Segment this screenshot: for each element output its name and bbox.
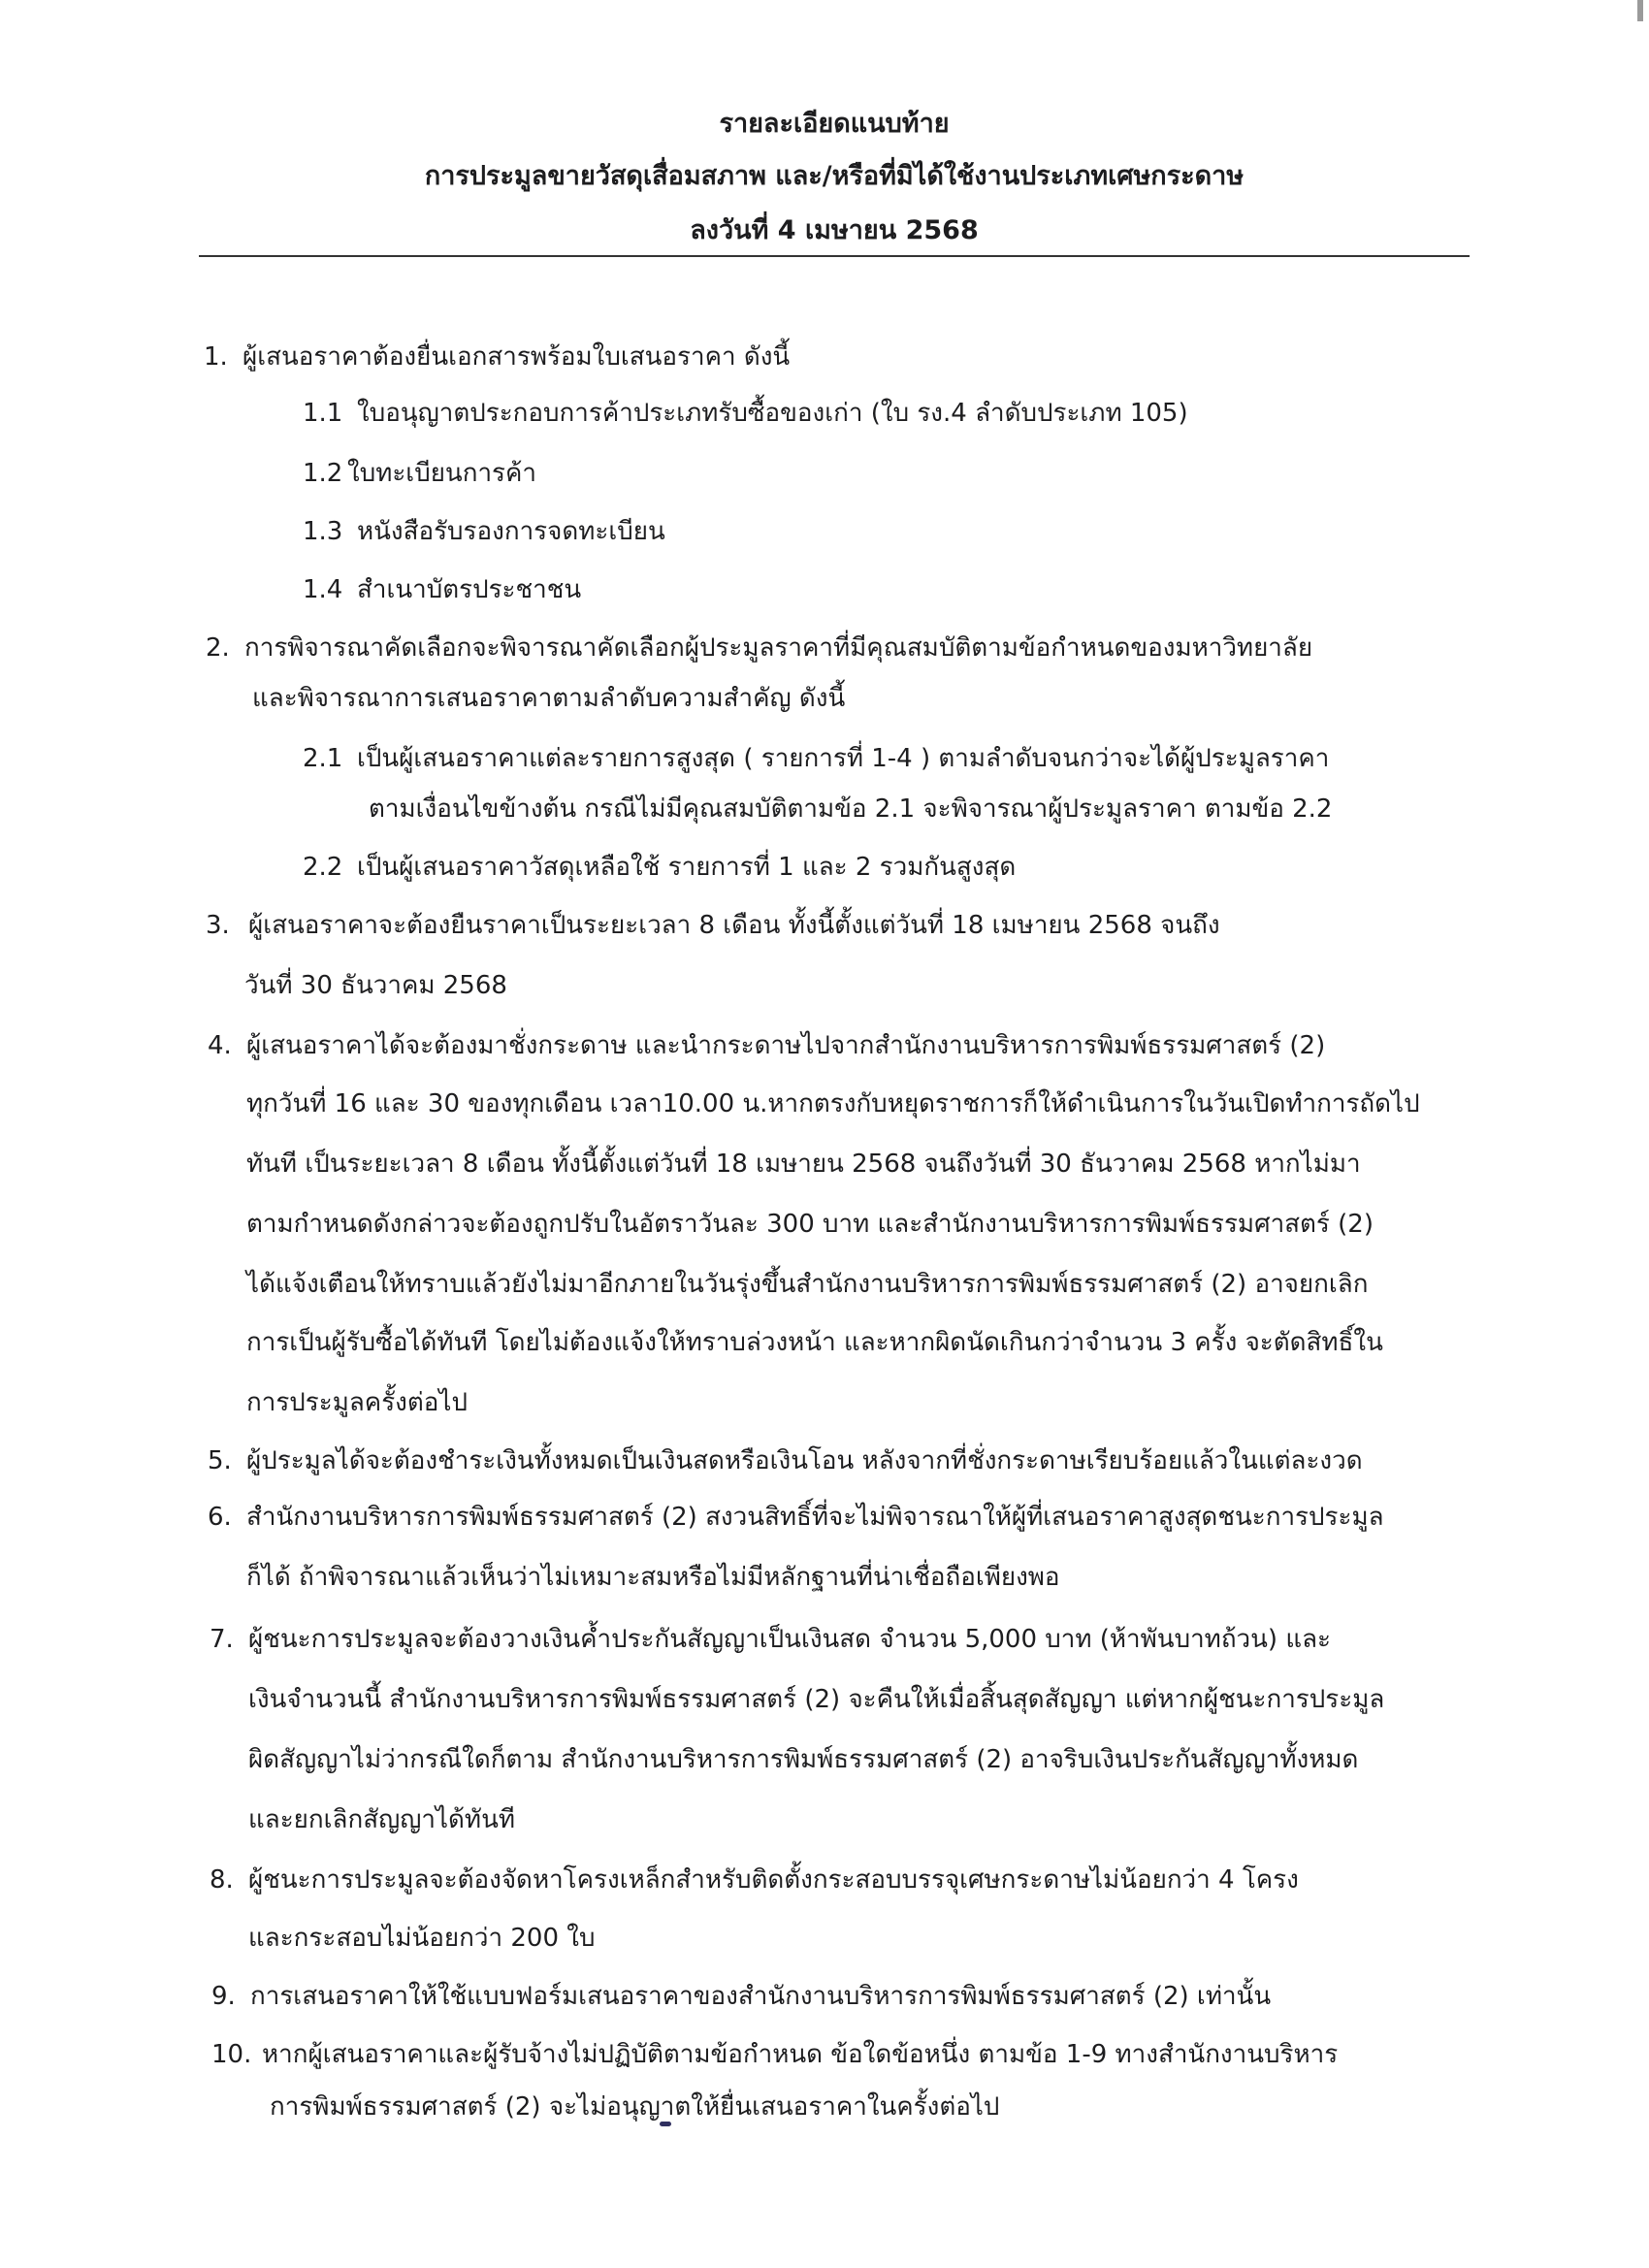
item-3-line-2: วันที่ 30 ธันวาคม 2568 bbox=[244, 971, 507, 1000]
scan-speck bbox=[660, 2122, 671, 2126]
title-line-3: ลงวันที่ 4 เมษายน 2568 bbox=[690, 215, 979, 245]
item-10 bbox=[211, 2037, 1338, 2072]
item-9 bbox=[211, 1979, 1271, 2014]
item-1-4 bbox=[303, 572, 581, 607]
item-1-1-line-1: ใบอนุญาตประกอบการค้าประเภทรับซื้อของเก่า (ใบ รง.4 ลำดับประเภท 105) bbox=[357, 399, 1188, 428]
item-3-number: 3. bbox=[206, 911, 230, 940]
item-8-line-2: และกระสอบไม่น้อยกว่า 200 ใบ bbox=[248, 1924, 596, 1953]
item-6-line-1: สำนักงานบริหารการพิมพ์ธรรมศาสตร์ (2) สงวนสิทธิ์ที่จะไม่พิจารณาให้ผู้ที่เสนอราคาสูงสุดชนะการประมูล bbox=[246, 1503, 1384, 1532]
item-4-line-4: ตามกำหนดดังกล่าวจะต้องถูกปรับในอัตราวันละ 300 บาท และสำนักงานบริหารการพิมพ์ธรรมศาสตร์ (2) bbox=[246, 1210, 1374, 1239]
title-line-1: รายละเอียดแนบท้าย bbox=[719, 109, 950, 139]
item-5-line-1: ผู้ประมูลได้จะต้องชำระเงินทั้งหมดเป็นเงินสดหรือเงินโอน หลังจากที่ชั่งกระดาษเรียบร้อยแล้วในแต่ละงวด bbox=[246, 1446, 1363, 1475]
item-1-3-number: 1.3 bbox=[303, 517, 343, 546]
item-10-number: 10. bbox=[211, 2040, 252, 2069]
item-4-line-6: การเป็นผู้รับซื้อได้ทันที โดยไม่ต้องแจ้งให้ทราบล่วงหน้า และหากผิดนัดเกินกว่าจำนวน 3 ครั้ง จะตัดสิทธิ์ใน bbox=[246, 1328, 1383, 1357]
item-1-2-number: 1.2 bbox=[303, 459, 343, 488]
item-8-line-1: ผู้ชนะการประมูลจะต้องจัดหาโครงเหล็กสำหรับติดตั้งกระสอบบรรจุเศษกระดาษไม่น้อยกว่า 4 โครง bbox=[248, 1865, 1299, 1895]
item-3 bbox=[206, 908, 1220, 943]
item-4-line-5: ได้แจ้งเตือนให้ทราบแล้วยังไม่มาอีกภายในวันรุ่งขึ้นสำนักงานบริหารการพิมพ์ธรรมศาสตร์ (2) อาจยกเลิก bbox=[246, 1270, 1369, 1299]
item-4-line-3: ทันที เป็นระยะเวลา 8 เดือน ทั้งนี้ตั้งแต่วันที่ 18 เมษายน 2568 จนถึงวันที่ 30 ธันวาคม 2568 หากไม่มา bbox=[246, 1150, 1361, 1179]
item-1-2 bbox=[303, 456, 536, 491]
item-2-2-line-1: เป็นผู้เสนอราคาวัสดุเหลือใช้ รายการที่ 1 และ 2 รวมกันสูงสุด bbox=[357, 853, 1017, 882]
item-2-1-line-1: เป็นผู้เสนอราคาแต่ละรายการสูงสุด ( รายการที่ 1-4 ) ตามลำดับจนกว่าจะได้ผู้ประมูลราคา bbox=[357, 744, 1330, 773]
item-8 bbox=[210, 1863, 1299, 1897]
item-1-2-line-1: ใบทะเบียนการค้า bbox=[347, 459, 536, 488]
item-7-line-1: ผู้ชนะการประมูลจะต้องวางเงินค้ำประกันสัญญาเป็นเงินสด จำนวน 5,000 บาท (ห้าพันบาทถ้วน) และ bbox=[248, 1625, 1331, 1654]
item-2-line-2: และพิจารณาการเสนอราคาตามลำดับความสำคัญ ดังนี้ bbox=[252, 684, 846, 713]
item-10-line-2: การพิมพ์ธรรมศาสตร์ (2) จะไม่อนุญาตให้ยื่นเสนอราคาในครั้งต่อไป bbox=[270, 2092, 1000, 2122]
item-5 bbox=[208, 1443, 1363, 1478]
item-6 bbox=[208, 1500, 1384, 1535]
item-10-line-1: หากผู้เสนอราคาและผู้รับจ้างไม่ปฏิบัติตามข้อกำหนด ข้อใดข้อหนึ่ง ตามข้อ 1-9 ทางสำนักงานบริหาร bbox=[262, 2040, 1339, 2069]
item-1-3-line-1: หนังสือรับรองการจดทะเบียน bbox=[357, 517, 665, 546]
item-1-number: 1. bbox=[204, 342, 228, 372]
item-5-number: 5. bbox=[208, 1446, 232, 1475]
item-7-line-2: เงินจำนวนนี้ สำนักงานบริหารการพิมพ์ธรรมศาสตร์ (2) จะคืนให้เมื่อสิ้นสุดสัญญา แต่หากผู้ชนะการประมูล bbox=[248, 1685, 1385, 1714]
item-4-number: 4. bbox=[208, 1031, 232, 1060]
item-4-line-2: ทุกวันที่ 16 และ 30 ของทุกเดือน เวลา10.00 น.หากตรงกับหยุดราชการก็ให้ดำเนินการในวันเปิดทำการถัดไป bbox=[246, 1089, 1420, 1118]
item-3-line-1: ผู้เสนอราคาจะต้องยืนราคาเป็นระยะเวลา 8 เดือน ทั้งนี้ตั้งแต่วันที่ 18 เมษายน 2568 จนถึง bbox=[248, 911, 1220, 940]
item-1-1 bbox=[303, 396, 1188, 431]
item-2-line-1: การพิจารณาคัดเลือกจะพิจารณาคัดเลือกผู้ประมูลราคาที่มีคุณสมบัติตามข้อกำหนดของมหาวิทยาลัย bbox=[244, 633, 1313, 663]
scan-edge-mark bbox=[1637, 0, 1643, 21]
title-divider bbox=[199, 255, 1470, 257]
item-4 bbox=[208, 1028, 1325, 1063]
item-1-4-line-1: สำเนาบัตรประชาชน bbox=[357, 575, 582, 604]
item-7 bbox=[210, 1622, 1331, 1657]
item-9-line-1: การเสนอราคาให้ใช้แบบฟอร์มเสนอราคาของสำนักงานบริหารการพิมพ์ธรรมศาสตร์ (2) เท่านั้น bbox=[250, 1982, 1272, 2011]
item-7-line-3: ผิดสัญญาไม่ว่ากรณีใดก็ตาม สำนักงานบริหารการพิมพ์ธรรมศาสตร์ (2) อาจริบเงินประกันสัญญาทั้งหมด bbox=[248, 1745, 1359, 1774]
item-1-3 bbox=[303, 514, 665, 549]
item-2 bbox=[206, 631, 1312, 665]
item-2-2 bbox=[303, 850, 1016, 885]
title-line-2: การประมูลขายวัสดุเสื่อมสภาพ และ/หรือที่มิได้ใช้งานประเภทเศษกระดาษ bbox=[424, 161, 1245, 191]
item-6-line-2: ก็ได้ ถ้าพิจารณาแล้วเห็นว่าไม่เหมาะสมหรือไม่มีหลักฐานที่น่าเชื่อถือเพียงพอ bbox=[246, 1563, 1060, 1592]
item-6-number: 6. bbox=[208, 1503, 232, 1532]
item-1-line-1: ผู้เสนอราคาต้องยื่นเอกสารพร้อมใบเสนอราคา ดังนี้ bbox=[242, 342, 791, 372]
item-7-number: 7. bbox=[210, 1625, 234, 1654]
item-2-1-number: 2.1 bbox=[303, 744, 343, 773]
item-2-1 bbox=[303, 741, 1329, 776]
item-2-2-number: 2.2 bbox=[303, 853, 343, 882]
item-1 bbox=[204, 340, 790, 374]
item-4-line-7: การประมูลครั้งต่อไป bbox=[246, 1388, 468, 1417]
item-8-number: 8. bbox=[210, 1865, 234, 1895]
item-7-line-4: และยกเลิกสัญญาได้ทันที bbox=[248, 1805, 515, 1834]
item-4-line-1: ผู้เสนอราคาได้จะต้องมาชั่งกระดาษ และนำกระดาษไปจากสำนักงานบริหารการพิมพ์ธรรมศาสตร์ (2) bbox=[246, 1031, 1326, 1060]
item-2-number: 2. bbox=[206, 633, 230, 663]
item-9-number: 9. bbox=[211, 1982, 236, 2011]
item-2-1-line-2: ตามเงื่อนไขข้างต้น กรณีไม่มีคุณสมบัติตามข้อ 2.1 จะพิจารณาผู้ประมูลราคา ตามข้อ 2.2 bbox=[369, 794, 1333, 824]
item-1-4-number: 1.4 bbox=[303, 575, 343, 604]
item-1-1-number: 1.1 bbox=[303, 399, 343, 428]
